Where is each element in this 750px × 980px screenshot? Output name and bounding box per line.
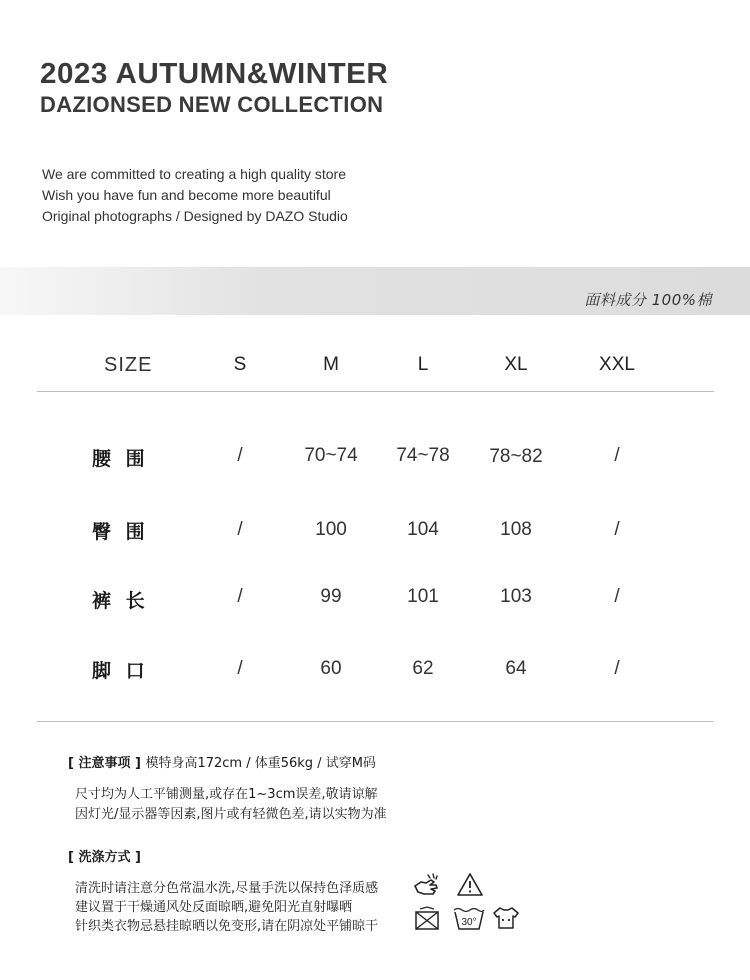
model-info: 模特身高172cm / 体重56kg / 试穿M码 <box>145 756 376 771</box>
table-cell: / <box>614 519 620 540</box>
table-divider-bottom <box>37 721 714 722</box>
row-label-length: 裤 长 <box>92 590 149 612</box>
table-cell: 108 <box>500 519 532 540</box>
size-header-xxl: XXL <box>599 354 635 375</box>
table-cell: 74~78 <box>396 445 450 466</box>
table-cell: / <box>237 658 243 679</box>
table-cell: 78~82 <box>489 446 543 467</box>
table-cell: / <box>237 586 243 607</box>
size-header-l: L <box>417 354 429 375</box>
table-cell: 104 <box>407 519 439 540</box>
warning-icon <box>456 872 484 897</box>
table-cell: 70~74 <box>304 445 358 466</box>
size-header-xl: XL <box>504 354 528 375</box>
table-cell: 64 <box>505 658 527 679</box>
size-header-s: S <box>233 354 247 375</box>
washing-line: 针织类衣物忌悬挂晾晒以免变形,请在阴凉处平铺晾干 <box>75 919 379 934</box>
row-label-hem: 脚 口 <box>92 660 149 682</box>
collection-title-line2: DAZIONSED NEW COLLECTION <box>40 92 384 117</box>
notes-heading <box>68 752 376 771</box>
size-header-label: SIZE <box>104 354 153 376</box>
table-cell: 101 <box>407 586 439 607</box>
table-cell: 103 <box>500 586 532 607</box>
table-cell: 100 <box>315 519 347 540</box>
table-cell: / <box>237 445 243 466</box>
table-cell: / <box>614 658 620 679</box>
table-cell: / <box>614 445 620 466</box>
row-label-waist: 腰 围 <box>92 448 149 470</box>
washing-heading: [ 洗涤方式 ] <box>68 850 141 865</box>
tagline: Original photographs / Designed by DAZO Studio <box>42 208 348 224</box>
table-cell: 60 <box>320 658 342 679</box>
hand-wash-icon <box>412 872 442 898</box>
table-cell: / <box>237 519 243 540</box>
table-cell: 99 <box>320 586 342 607</box>
row-label-hip: 臀 围 <box>92 521 149 543</box>
note-line: 尺寸均为人工平铺测量,或存在1~3cm误差,敬请谅解 <box>75 787 378 802</box>
no-tumble-dry-icon <box>413 906 441 932</box>
wash-30-icon <box>452 905 486 931</box>
notes-title: [ 注意事项 ] <box>68 756 141 771</box>
table-cell: / <box>614 586 620 607</box>
washing-line: 清洗时请注意分色常温水洗,尽量手洗以保持色泽质感 <box>75 881 379 896</box>
note-line: 因灯光/显示器等因素,图片或有轻微色差,请以实物为准 <box>75 807 387 822</box>
wash-temperature: 30° <box>461 917 477 928</box>
table-divider-top <box>37 391 714 392</box>
fabric-composition: 面料成分 100%棉 <box>584 291 712 309</box>
tagline: Wish you have fun and become more beautiful <box>42 187 331 203</box>
size-header-m: M <box>323 354 339 375</box>
tagline: We are committed to creating a high quality store <box>42 166 347 182</box>
collection-title-line1: 2023 AUTUMN&WINTER <box>40 58 389 90</box>
washing-line: 建议置于干燥通风处反面晾晒,避免阳光直射曝晒 <box>75 900 353 915</box>
table-cell: 62 <box>412 658 434 679</box>
iron-icon <box>491 905 521 931</box>
